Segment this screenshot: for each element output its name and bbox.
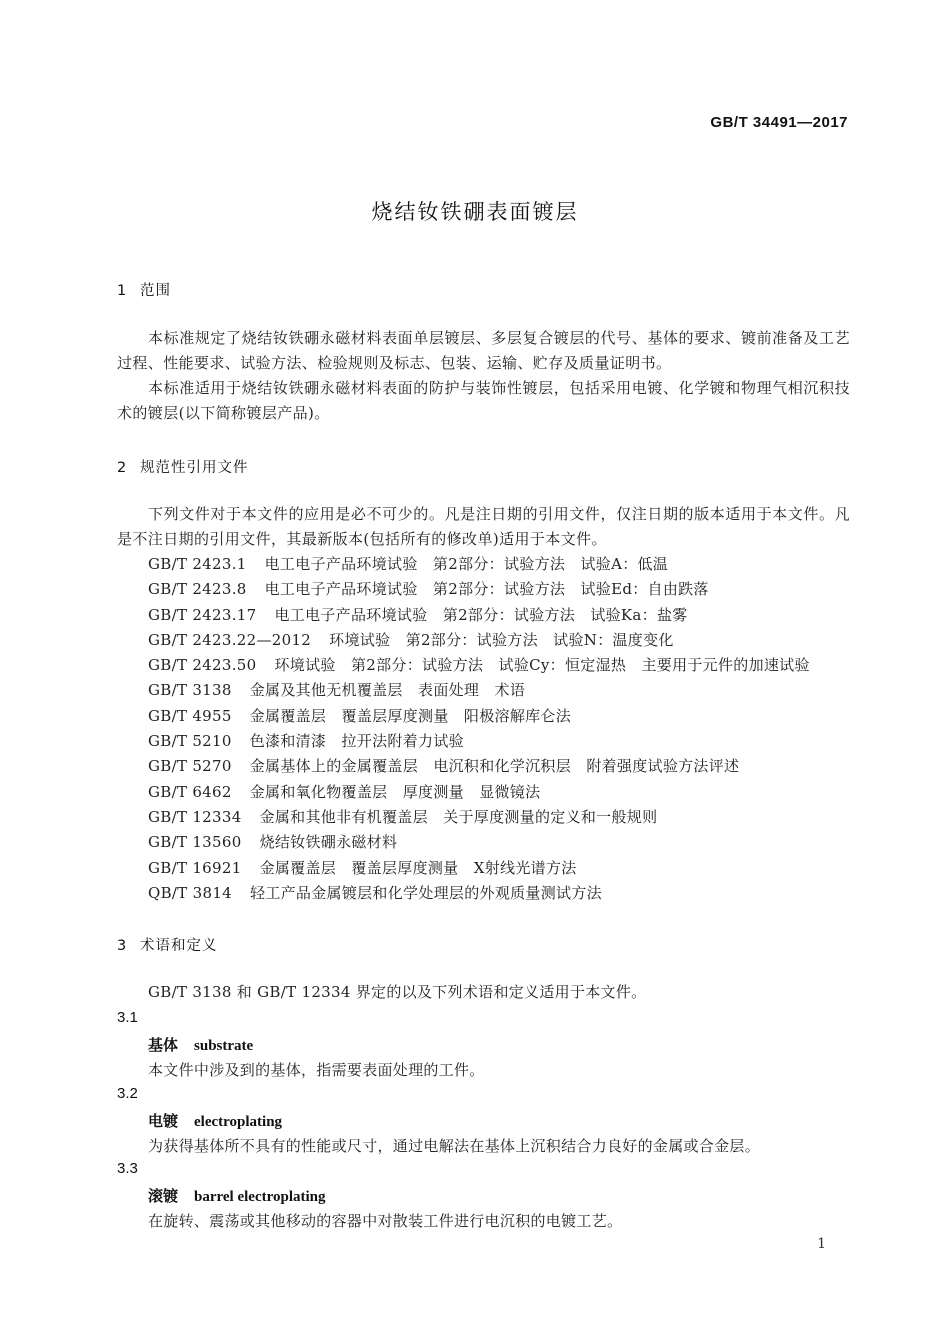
section-number: 1	[117, 283, 128, 299]
section-3-heading	[117, 934, 218, 955]
reference-list	[148, 552, 810, 906]
term-en: substrate	[194, 1038, 254, 1054]
reference-code: GB/T 12334	[148, 807, 242, 826]
reference-item	[148, 754, 810, 779]
term-heading	[148, 1034, 253, 1055]
term-definition: 本文件中涉及到的基体，指需要表面处理的工件。	[148, 1061, 485, 1079]
section-title: 术语和定义	[140, 938, 218, 954]
section-number: 3	[117, 938, 128, 954]
reference-title: 金属和氧化物覆盖层 厚度测量 显微镜法	[249, 782, 541, 801]
reference-code: GB/T 3138	[148, 681, 232, 700]
paragraph: 本标准规定了烧结钕铁硼永磁材料表面单层镀层、多层复合镀层的代号、基体的要求、镀前准备及工艺过程、性能要求、试验方法、检验规则及标志、包装、运输、贮存及质量证明书。	[117, 329, 850, 372]
section-2-heading	[117, 456, 249, 477]
reference-item	[148, 729, 810, 754]
term-definition: 在旋转、震荡或其他移动的容器中对散装工件进行电沉积的电镀工艺。	[148, 1212, 623, 1230]
reference-item	[148, 881, 810, 906]
reference-title: 金属覆盖层 覆盖层厚度测量 阳极溶解库仑法	[249, 706, 572, 725]
section-1-body	[117, 326, 850, 426]
reference-title: 金属及其他无机覆盖层 表面处理 术语	[249, 681, 526, 700]
reference-title: 金属和其他非有机覆盖层 关于厚度测量的定义和一般规则	[259, 807, 658, 826]
reference-code: GB/T 5270	[148, 757, 232, 776]
term-number: 3.1	[117, 1009, 138, 1026]
reference-title: 烧结钕铁硼永磁材料	[259, 833, 398, 852]
term-heading	[148, 1110, 282, 1131]
section-number: 2	[117, 460, 128, 476]
term-zh: 基体	[148, 1036, 179, 1054]
reference-item	[148, 678, 810, 703]
term-zh: 电镀	[148, 1112, 179, 1130]
reference-title: 金属基体上的金属覆盖层 电沉积和化学沉积层 附着强度试验方法评述	[249, 757, 740, 776]
page-number: 1	[817, 1236, 826, 1252]
reference-code: GB/T 2423.50	[148, 656, 257, 675]
reference-code: GB/T 4955	[148, 706, 232, 725]
document-title: 烧结钕铁硼表面镀层	[371, 200, 579, 224]
reference-code: GB/T 13560	[148, 833, 242, 852]
section-1-heading	[117, 279, 171, 300]
reference-code: QB/T 3814	[148, 883, 233, 902]
reference-title: 电工电子产品环境试验 第2部分：试验方法 试验Ed：自由跌落	[264, 580, 709, 599]
reference-code: GB/T 16921	[148, 858, 242, 877]
section-3-intro: GB/T 3138 和 GB/T 12334 界定的以及下列术语和定义适用于本文件。	[148, 983, 647, 1001]
paragraph: 下列文件对于本文件的应用是必不可少的。凡是注日期的引用文件，仅注日期的版本适用于本文件。凡是不注日期的引用文件，其最新版本(包括所有的修改单)适用于本文件。	[117, 505, 850, 548]
section-2-intro	[117, 502, 850, 552]
reference-title: 轻工产品金属镀层和化学处理层的外观质量测试方法	[250, 883, 602, 902]
term-zh: 滚镀	[148, 1187, 179, 1205]
reference-title: 环境试验 第2部分：试验方法 试验Cy：恒定湿热 主要用于元件的加速试验	[274, 656, 810, 675]
term-number: 3.3	[117, 1160, 138, 1177]
section-title: 范围	[140, 283, 171, 299]
reference-item	[148, 830, 810, 855]
term-heading	[148, 1185, 326, 1206]
reference-item	[148, 628, 810, 653]
reference-item	[148, 653, 810, 678]
reference-title: 金属覆盖层 覆盖层厚度测量 X射线光谱方法	[259, 858, 577, 877]
reference-item	[148, 780, 810, 805]
reference-title: 电工电子产品环境试验 第2部分：试验方法 试验A：低温	[264, 555, 669, 573]
reference-code: GB/T 2423.22—2012	[148, 630, 312, 649]
reference-title: 电工电子产品环境试验 第2部分：试验方法 试验Ka：盐雾	[274, 605, 688, 624]
section-title: 规范性引用文件	[140, 460, 249, 476]
reference-item	[148, 856, 810, 881]
reference-title: 色漆和清漆 拉开法附着力试验	[249, 732, 464, 751]
reference-item	[148, 552, 810, 577]
standard-code: GB/T 34491—2017	[710, 114, 848, 131]
reference-title: 环境试验 第2部分：试验方法 试验N：温度变化	[329, 630, 674, 649]
term-definition: 为获得基体所不具有的性能或尺寸，通过电解法在基体上沉积结合力良好的金属或合金层。	[148, 1137, 761, 1155]
reference-code: GB/T 6462	[148, 782, 232, 801]
reference-item	[148, 577, 810, 602]
paragraph: 本标准适用于烧结钕铁硼永磁材料表面的防护与装饰性镀层，包括采用电镀、化学镀和物理气相沉积技术的镀层(以下简称镀层产品)。	[117, 379, 850, 422]
term-en: barrel electroplating	[194, 1189, 326, 1205]
reference-item	[148, 603, 810, 628]
reference-code: GB/T 2423.17	[148, 605, 257, 624]
reference-code: GB/T 5210	[148, 732, 232, 751]
term-en: electroplating	[194, 1114, 283, 1130]
reference-code: GB/T 2423.1	[148, 555, 247, 573]
reference-item	[148, 704, 810, 729]
reference-item	[148, 805, 810, 830]
term-number: 3.2	[117, 1085, 138, 1102]
reference-code: GB/T 2423.8	[148, 580, 247, 599]
